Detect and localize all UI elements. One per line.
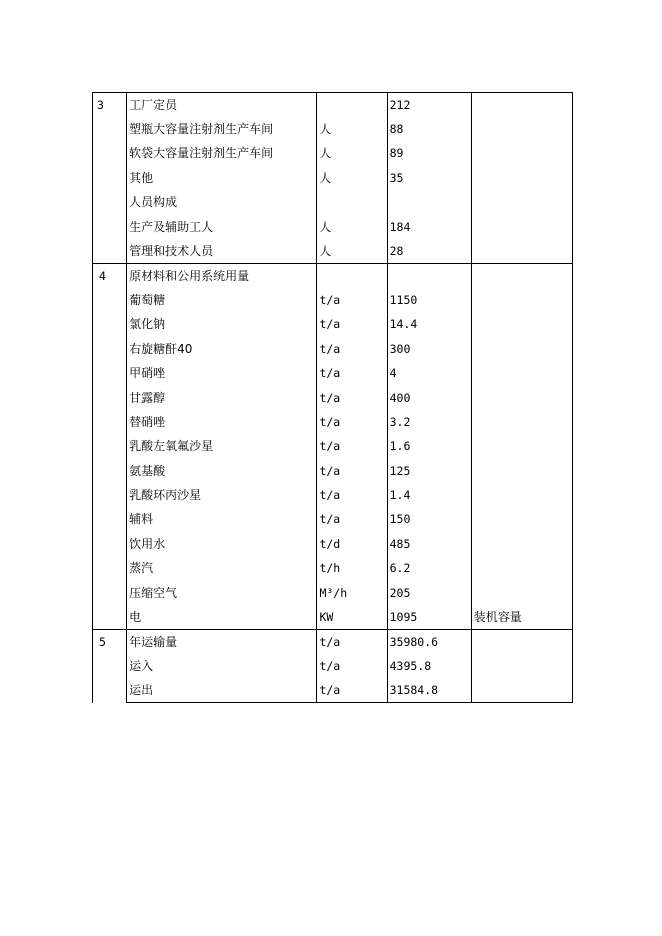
note-cell	[471, 239, 572, 264]
item-cell: 人员构成	[127, 190, 317, 214]
item-cell: 压缩空气	[127, 581, 317, 605]
table-row	[93, 215, 573, 239]
table-row	[93, 581, 573, 605]
unit-cell: t/h	[317, 556, 387, 580]
table-row	[93, 190, 573, 214]
note-cell	[471, 678, 572, 703]
unit-cell: t/a	[317, 386, 387, 410]
item-cell: 甲硝唑	[127, 361, 317, 385]
value-cell: 35	[387, 166, 471, 190]
unit-cell: t/a	[317, 337, 387, 361]
item-cell: 辅料	[127, 507, 317, 531]
note-cell	[471, 93, 572, 118]
value-cell: 31584.8	[387, 678, 471, 703]
section-number: 5	[99, 635, 106, 650]
value-cell: 205	[387, 581, 471, 605]
unit-cell: t/a	[317, 361, 387, 385]
value-cell: 4395.8	[387, 654, 471, 678]
unit-cell: t/a	[317, 459, 387, 483]
note-cell	[471, 507, 572, 531]
note-cell	[471, 630, 572, 655]
section-number-cell	[93, 630, 127, 703]
value-cell: 4	[387, 361, 471, 385]
table-row	[93, 605, 573, 630]
item-cell: 其他	[127, 166, 317, 190]
unit-cell: t/d	[317, 532, 387, 556]
unit-cell: t/a	[317, 654, 387, 678]
table-body	[93, 93, 573, 703]
value-cell: 1095	[387, 605, 471, 630]
unit-cell: KW	[317, 605, 387, 630]
table-row	[93, 117, 573, 141]
table-row	[93, 410, 573, 434]
value-cell: 300	[387, 337, 471, 361]
value-cell: 6.2	[387, 556, 471, 580]
table-row	[93, 459, 573, 483]
table-row	[93, 166, 573, 190]
unit-cell: 人	[317, 215, 387, 239]
unit-cell: t/a	[317, 410, 387, 434]
item-cell: 氨基酸	[127, 459, 317, 483]
note-cell	[471, 190, 572, 214]
unit-cell: 人	[317, 239, 387, 264]
table-row	[93, 141, 573, 165]
unit-cell: t/a	[317, 507, 387, 531]
section-number: 3	[97, 98, 104, 112]
unit-cell	[317, 93, 387, 118]
note-cell	[471, 141, 572, 165]
item-cell: 塑瓶大容量注射剂生产车间	[127, 117, 317, 141]
data-table	[92, 92, 573, 703]
item-cell: 乳酸环丙沙星	[127, 483, 317, 507]
value-cell: 212	[387, 93, 471, 118]
item-cell: 葡萄糖	[127, 288, 317, 312]
note-cell	[471, 337, 572, 361]
table-row	[93, 239, 573, 264]
note-cell	[471, 581, 572, 605]
unit-cell: t/a	[317, 678, 387, 703]
table-row	[93, 483, 573, 507]
unit-cell: t/a	[317, 288, 387, 312]
item-cell: 甘露醇	[127, 386, 317, 410]
note-cell	[471, 361, 572, 385]
unit-cell: M³/h	[317, 581, 387, 605]
value-cell: 28	[387, 239, 471, 264]
item-cell: 氯化钠	[127, 312, 317, 336]
item-cell: 生产及辅助工人	[127, 215, 317, 239]
value-cell: 89	[387, 141, 471, 165]
value-cell: 1.6	[387, 434, 471, 458]
unit-cell: 人	[317, 166, 387, 190]
unit-cell	[317, 190, 387, 214]
item-cell: 管理和技术人员	[127, 239, 317, 264]
value-cell: 150	[387, 507, 471, 531]
table-row	[93, 288, 573, 312]
table-row	[93, 263, 573, 288]
note-cell	[471, 117, 572, 141]
value-cell: 184	[387, 215, 471, 239]
note-cell	[471, 312, 572, 336]
section-number-cell	[93, 263, 127, 629]
item-cell: 饮用水	[127, 532, 317, 556]
item-cell: 软袋大容量注射剂生产车间	[127, 141, 317, 165]
unit-cell: t/a	[317, 630, 387, 655]
table-row	[93, 337, 573, 361]
value-cell	[387, 263, 471, 288]
item-cell: 工厂定员	[127, 93, 317, 118]
note-cell	[471, 434, 572, 458]
value-cell: 3.2	[387, 410, 471, 434]
value-cell: 485	[387, 532, 471, 556]
value-cell: 1.4	[387, 483, 471, 507]
item-cell: 乳酸左氧氟沙星	[127, 434, 317, 458]
unit-cell: 人	[317, 141, 387, 165]
table-row	[93, 556, 573, 580]
unit-cell: t/a	[317, 434, 387, 458]
table-row	[93, 386, 573, 410]
note-cell	[471, 483, 572, 507]
note-cell	[471, 288, 572, 312]
note-cell	[471, 654, 572, 678]
value-cell: 125	[387, 459, 471, 483]
section-number: 4	[99, 268, 106, 283]
note-cell	[471, 556, 572, 580]
unit-cell: t/a	[317, 312, 387, 336]
item-cell: 电	[127, 605, 317, 630]
item-cell: 运出	[127, 678, 317, 703]
value-cell: 400	[387, 386, 471, 410]
value-cell: 1150	[387, 288, 471, 312]
value-cell	[387, 190, 471, 214]
item-cell: 蒸汽	[127, 556, 317, 580]
section-number-cell	[93, 93, 127, 264]
item-cell: 替硝唑	[127, 410, 317, 434]
table-row	[93, 93, 573, 118]
table-row	[93, 507, 573, 531]
table-row	[93, 434, 573, 458]
item-cell: 年运输量	[127, 630, 317, 655]
table-row	[93, 312, 573, 336]
note-cell	[471, 215, 572, 239]
note-cell: 装机容量	[471, 605, 572, 630]
item-cell: 右旋糖酐40	[127, 337, 317, 361]
item-cell: 原材料和公用系统用量	[127, 263, 317, 288]
table-row	[93, 654, 573, 678]
note-cell	[471, 459, 572, 483]
unit-cell	[317, 263, 387, 288]
unit-cell: 人	[317, 117, 387, 141]
item-cell: 运入	[127, 654, 317, 678]
table-row	[93, 630, 573, 655]
value-cell: 88	[387, 117, 471, 141]
table-row	[93, 361, 573, 385]
note-cell	[471, 386, 572, 410]
table-row	[93, 532, 573, 556]
note-cell	[471, 410, 572, 434]
note-cell	[471, 166, 572, 190]
unit-cell: t/a	[317, 483, 387, 507]
note-cell	[471, 263, 572, 288]
note-cell	[471, 532, 572, 556]
table-row	[93, 678, 573, 703]
value-cell: 35980.6	[387, 630, 471, 655]
value-cell: 14.4	[387, 312, 471, 336]
